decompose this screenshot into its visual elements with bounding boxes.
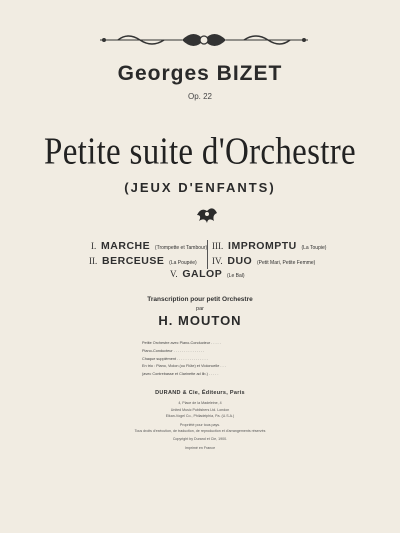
movement-5 — [170, 268, 245, 280]
movement-3 — [212, 240, 326, 252]
composer-name: Georges BIZET — [117, 62, 283, 85]
movement-subtitle: (La Poupée) — [169, 260, 197, 266]
movement-name: GALOP — [182, 268, 223, 280]
list-item: Piano-Conducteur . . . . . . . . . . . . . . . — [142, 348, 205, 353]
list-item: Chaque supplément . . . . . . . . . . . . . . . — [142, 356, 208, 361]
publisher-agent: United Music Publishers Ltd. London — [170, 408, 230, 412]
work-title: Petite suite d'Orchestre — [44, 131, 356, 173]
movement-2 — [89, 255, 197, 267]
movement-1 — [91, 240, 207, 252]
list-item: Petite Orchestre avec Piano-Conducteur . . . . . — [142, 341, 221, 345]
arranger-name: H. MOUTON — [158, 313, 242, 328]
rights-notice: Propriété pour tous pays. — [179, 423, 221, 427]
movement-number: IV. — [212, 256, 223, 266]
decorative-ornament-icon — [98, 26, 310, 54]
movement-number: I. — [91, 241, 97, 251]
movement-name: BERCEUSE — [102, 255, 165, 267]
par-label: par — [196, 306, 204, 312]
movement-number: II. — [89, 256, 98, 266]
opus-number: Op. 22 — [187, 92, 212, 101]
movement-number: III. — [212, 241, 224, 251]
vignette-emblem-icon — [194, 203, 220, 225]
list-item: (avec Contrebasse et Clarinette ad lib.) . . . . . — [142, 372, 219, 377]
movement-4 — [212, 255, 315, 267]
work-subtitle: (JEUX D'ENFANTS) — [124, 180, 276, 195]
movement-subtitle: (Trompette et Tambour) — [154, 245, 208, 251]
publisher-agent: Elkan-Vogel Co., Philadelphia, Pa. (U.S.A.) — [165, 414, 235, 418]
movement-number: V. — [170, 269, 178, 279]
rights-notice: Tous droits d'exécution, de traduction, de reproduction et d'arrangements réservés — [134, 429, 266, 433]
publisher-name: DURAND & Cie, Éditeurs, Paris — [155, 390, 245, 396]
copyright-notice: Copyright by Durand et Cie, 1900. — [172, 437, 228, 441]
movement-name: DUO — [227, 255, 253, 267]
transcription-line: Transcription pour petit Orchestre — [147, 296, 253, 303]
publisher-address: 4, Place de la Madeleine, 4 — [178, 401, 222, 405]
movement-subtitle: (La Toupie) — [301, 245, 327, 251]
movement-name: IMPROMPTU — [228, 240, 297, 252]
list-item: En trio : Piano, Violon (ou Flûte) et Violoncelle . . . — [142, 364, 226, 369]
parts-list — [142, 340, 312, 379]
movement-subtitle: (Le Bal) — [227, 273, 245, 279]
imprint-notice: Imprimé en France — [184, 446, 216, 450]
column-divider — [207, 240, 208, 269]
movement-name: MARCHE — [101, 240, 151, 252]
movement-subtitle: (Petit Mari, Petite Femme) — [257, 260, 316, 266]
